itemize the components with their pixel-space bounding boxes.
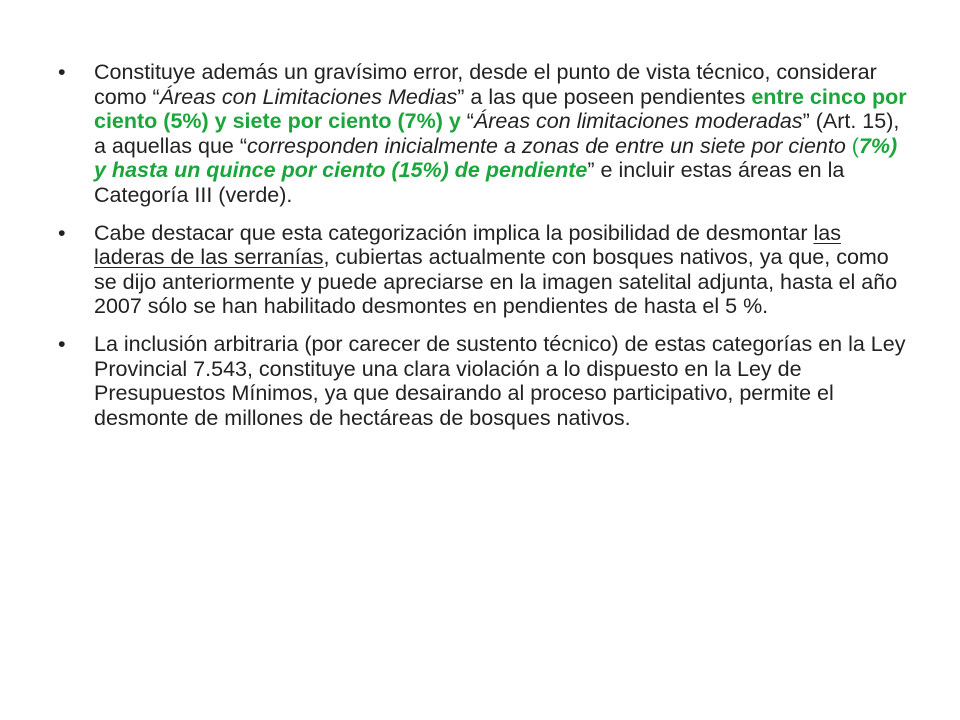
p1-text-1: Constituye además un gravísimo error, desde el punto de vista técnico, considerar como “: [94, 60, 877, 109]
p1-green-quince: 7%) y hasta un quince por ciento (15%) de pendiente: [94, 133, 898, 183]
bullet-item-3: [58, 332, 908, 430]
p1-text-11: ” e incluir estas áreas en la Categoría III (verde).: [94, 158, 845, 207]
p1-green-paren: (: [845, 133, 859, 158]
bullet-item-1: [58, 60, 908, 208]
bullet-dot-icon: •: [58, 60, 66, 84]
bullet-dot-icon: •: [58, 331, 66, 356]
p1-text-3: ” a las que poseen pendientes: [457, 84, 752, 109]
bullet-list: [58, 60, 908, 443]
p1-italic-corresponden: corresponden inicialmente a zonas de entre un siete por ciento: [247, 133, 846, 158]
p2-underlined-laderas: las laderas de las serranías: [94, 220, 841, 270]
p3-text-1: La inclusión arbitraria (por carecer de sustento técnico) de estas categorías en la Ley Provincial 7.543, constituye una clara violación a lo dispuesto en la Ley de Presupuestos Mínimos, ya que desairando al proceso participativo, permite el desmonte de millones de hectáreas de bosques nativos.: [94, 331, 906, 430]
p2-text-3: , cubiertas actualmente con bosques nativos, ya que, como se dijo anteriormente y puede apreciarse en la imagen satelital adjunta, hasta el año 2007 sólo se han habilitado desmontes en pendientes de hasta el 5 %.: [94, 245, 898, 319]
p2-text-1: Cabe destacar que esta categorización implica la posibilidad de desmontar: [94, 220, 814, 245]
p1-italic-areas-moderadas: Áreas con limitaciones moderadas: [473, 109, 803, 134]
bullet-dot-icon: •: [58, 220, 66, 245]
p1-italic-areas-medias: Áreas con Limitaciones Medias: [159, 84, 458, 109]
p1-text-7: ” (Art. 15), a aquellas que “: [94, 109, 900, 158]
bullet-item-2: [58, 221, 908, 319]
p1-text-5: “: [460, 109, 474, 134]
p1-green-pendientes: entre cinco por ciento (5%) y siete por ciento (7%) y: [94, 84, 907, 134]
